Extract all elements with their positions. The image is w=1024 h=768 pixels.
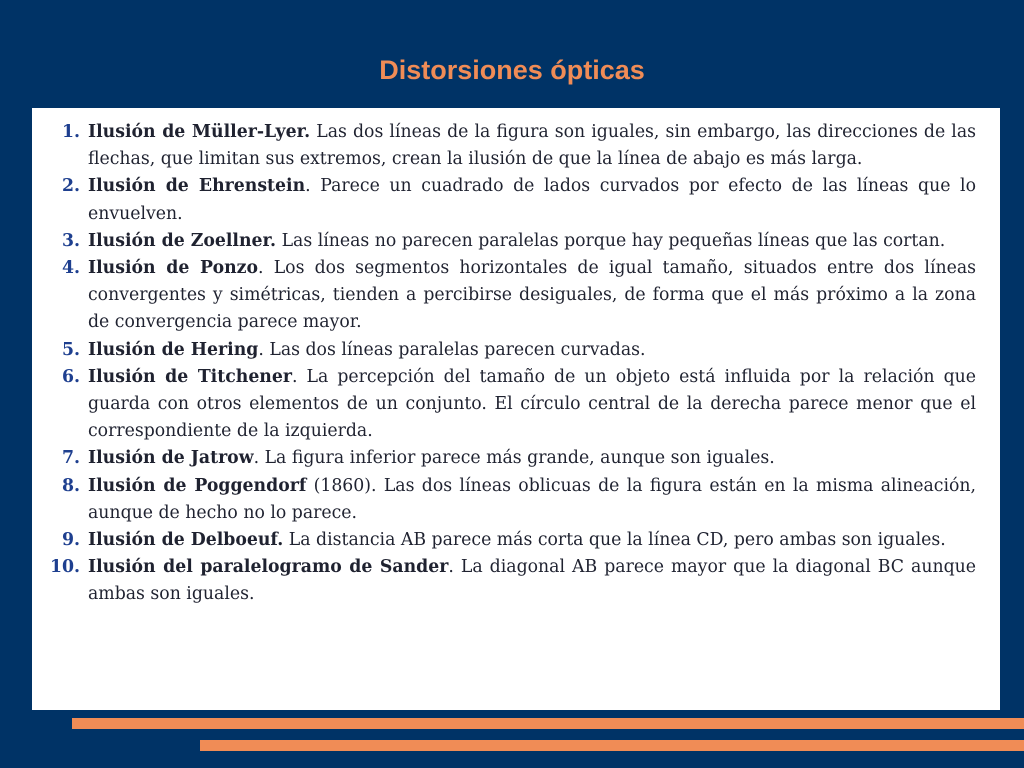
item-text: . La figura inferior parece más grande, aunque son iguales. [253, 448, 775, 469]
item-number: 2. [61, 176, 80, 197]
list-item [50, 255, 976, 337]
item-text: . La percepción del tamaño de un objeto está influida por la relación que guarda con otros elementos de un conjunto. El círculo central de la derecha parece menor que el correspondiente de la izquierda. [88, 366, 976, 442]
item-number: 4. [61, 258, 80, 279]
item-name: Ilusión de Müller-Lyer. [88, 122, 311, 142]
list-item [50, 527, 976, 554]
item-text: . Los dos segmentos horizontales de igual tamaño, situados entre dos líneas convergentes y simétricas, tienden a percibirse desiguales, de forma que el más próximo a la zona de convergencia parece mayor. [88, 258, 977, 333]
item-text: . Las dos líneas paralelas parecen curvadas. [258, 339, 646, 360]
item-name: Ilusión de Jatrow [88, 448, 254, 469]
list-item [50, 554, 976, 608]
item-name: Ilusión del paralelogramo de Sander [88, 557, 449, 578]
item-number: 5. [61, 339, 80, 360]
list-item [50, 228, 976, 255]
item-name: Ilusión de Zoellner. [88, 230, 277, 251]
list-item [50, 364, 976, 446]
footer-accent-bar [72, 718, 1024, 729]
list-item [50, 337, 976, 364]
item-number: 9. [61, 530, 80, 551]
list-item [50, 119, 976, 173]
item-number: 3. [61, 230, 80, 251]
item-number: 1. [61, 122, 80, 142]
content-panel [32, 108, 1000, 710]
item-text: . Parece un cuadrado de lados curvados por efecto de las líneas que lo envuelven. [88, 176, 976, 224]
item-number: 10. [50, 557, 81, 578]
item-text: La distancia AB parece más corta que la línea CD, pero ambas son iguales. [288, 530, 946, 551]
item-name: Ilusión de Titchener [88, 366, 292, 387]
list-item [50, 173, 976, 227]
item-number: 7. [61, 448, 80, 469]
illusion-list [50, 119, 976, 609]
item-name: Ilusión de Ponzo [88, 258, 259, 279]
item-name: Ilusión de Delboeuf. [88, 530, 284, 551]
item-text: . La diagonal AB parece mayor que la diagonal BC aunque ambas son iguales. [88, 557, 976, 605]
item-text: (1860). Las dos líneas oblicuas de la figura están en la misma alineación, aunque de hecho no lo parece. [88, 475, 977, 523]
item-number: 8. [61, 475, 80, 496]
footer-accent-bar [200, 740, 1024, 751]
item-name: Ilusión de Hering [88, 339, 259, 360]
item-number: 6. [61, 366, 80, 387]
item-name: Ilusión de Poggendorf [88, 475, 307, 496]
item-text: Las líneas no parecen paralelas porque hay pequeñas líneas que las cortan. [281, 230, 946, 251]
item-name: Ilusión de Ehrenstein [88, 176, 306, 197]
slide-title: Distorsiones ópticas [379, 55, 645, 85]
item-text: Las dos líneas de la figura son iguales, sin embargo, las direcciones de las flechas, que limitan sus extremos, crean la ilusión de que la línea de abajo es más larga. [88, 122, 977, 170]
list-item [50, 473, 976, 527]
list-item [50, 445, 976, 472]
